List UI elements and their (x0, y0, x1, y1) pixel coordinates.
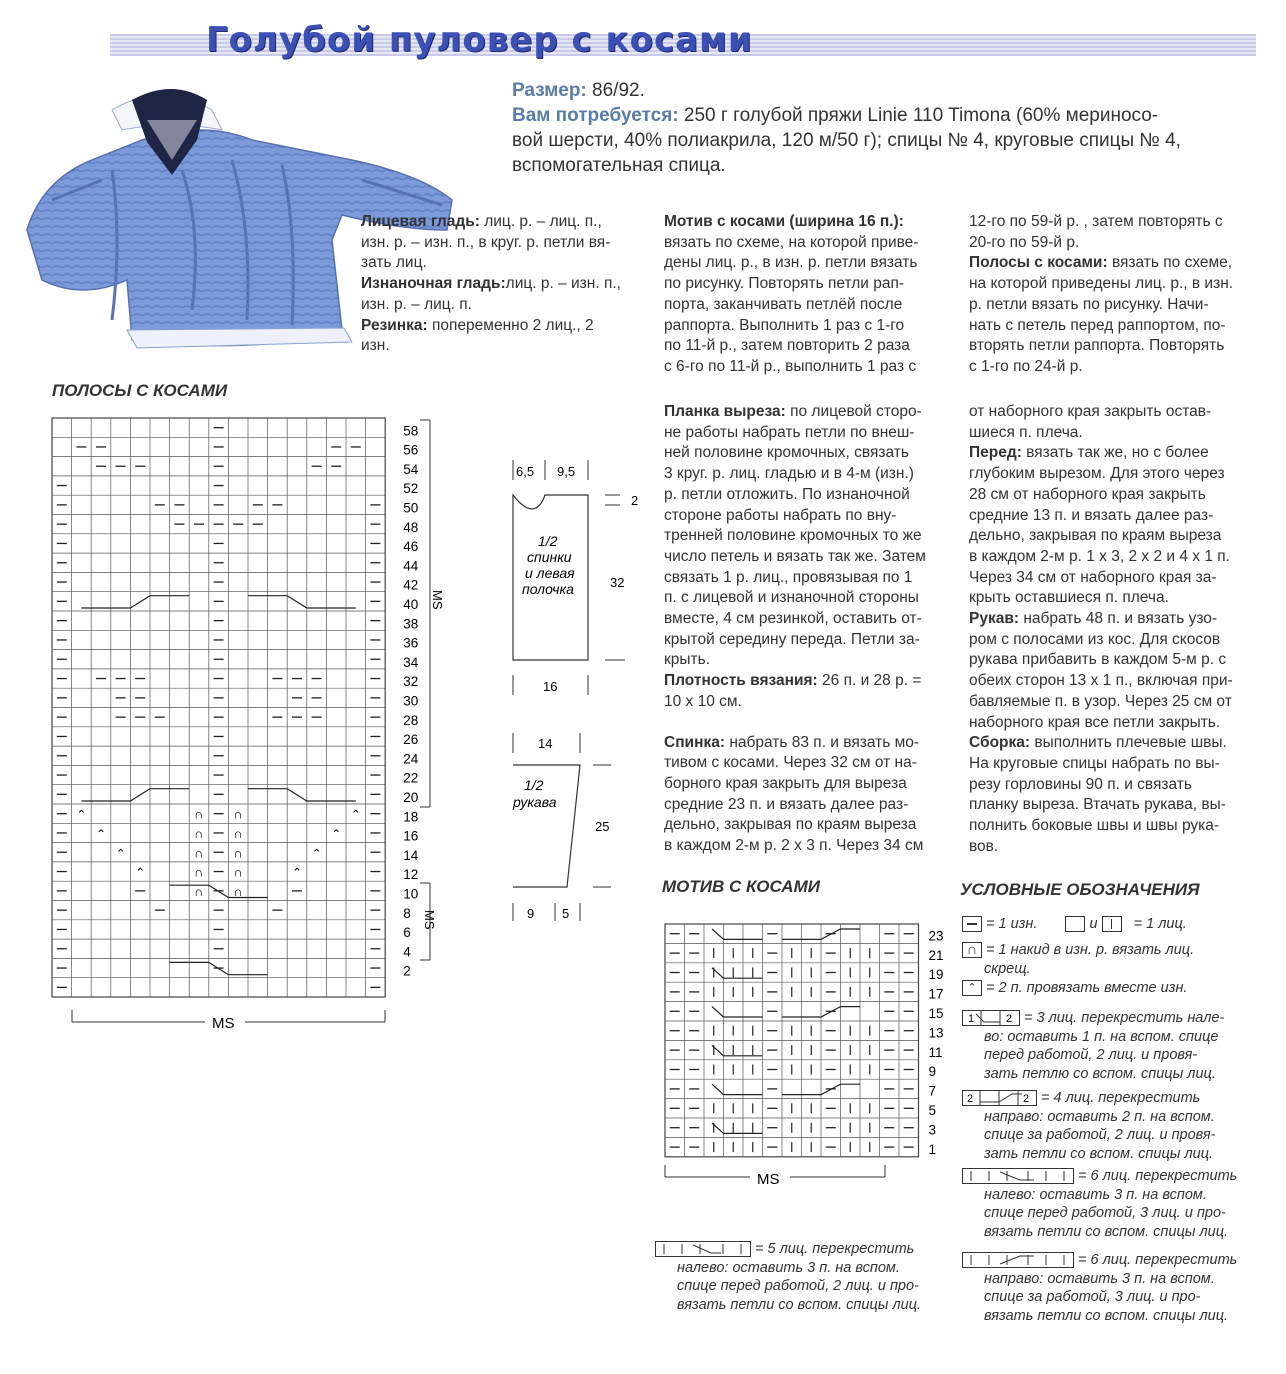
row-label: 13 (928, 1025, 944, 1041)
intro-block: Размер: 86/92. Вам потребуется: 250 г голубой пряжи Linie 110 Timona (60% мериносо- вой шерсти, 40% полиакрила, 120 м/50 г); спицы № 4, круговые спицы № 4, вспомогательная спица. (512, 80, 1181, 176)
row-label: 52 (403, 481, 419, 497)
row-label: 5 (928, 1103, 937, 1118)
motif-chart-heading: МОТИВ С КОСАМИ (662, 877, 820, 896)
p2tog-symbol: ⌃ (962, 980, 982, 996)
yarnover-mark: ∩ (233, 806, 243, 822)
yarnover-mark: ∩ (194, 845, 204, 861)
stitch-definitions: Лицевая гладь: лиц. р. – лиц. п., изн. р. – изн. п., в круг. р. петли вя- зать лиц. Изнаночная гладь:лиц. р. – изн. п., изн. р. – лиц. п. Резинка: попеременно 2 лиц., 2 изн. (361, 213, 621, 355)
row-label: 18 (403, 809, 419, 825)
sleeve-width-1: 9 (527, 906, 535, 921)
yarnover-mark: ∩ (233, 845, 243, 861)
stripes-description: 12-го по 59-й р. , затем повторять с 20-го по 59-й р. Полосы с косами: вязать по схеме, на которой приведены лиц. р., в изн. р. петли вязать по рисунку. Начи- нать с петель перед раппортом, по- вторять петли раппорта. Повторять с 1-го по 24-й р. (969, 213, 1234, 375)
purl-symbol (962, 916, 982, 932)
yarnover-mark: ∩ (194, 825, 204, 841)
row-label: 10 (403, 886, 419, 902)
row-label: 32 (403, 674, 419, 690)
body-label-2: спинки (527, 549, 572, 565)
yarnover-mark: ∩ (233, 864, 243, 880)
row-label: 11 (928, 1044, 943, 1060)
cable3-left (712, 1123, 763, 1133)
row-label: 40 (403, 597, 419, 612)
row-label: 30 (403, 693, 419, 709)
legend-item-6-cross-left: = 6 лиц. перекрестить налево: оставить 3 п. на вспом. спице перед работой, 3 лиц. и про- вязать петли со вспом. спицы лиц. (962, 1167, 1262, 1241)
cable-cross-center (170, 962, 268, 974)
legend-item-5-cross-left: = 5 лиц. перекрестить налево: оставить 3 п. на вспом. спице перед работой, 2 лиц. и про- вязать петли со вспом. спицы лиц. (655, 1240, 955, 1314)
row-label: 46 (403, 539, 419, 555)
row-label: 2 (403, 963, 411, 979)
p2tog-mark: ⌃ (135, 865, 146, 880)
legend-item-6-cross-right: = 6 лиц. перекрестить направо: оставить 3 п. на вспом. спице за работой, 3 лиц. и про- вязать петли со вспом. спицы лиц. (962, 1251, 1262, 1325)
row-label: 19 (928, 967, 944, 983)
legend-heading: УСЛОВНЫЕ ОБОЗНАЧЕНИЯ (960, 880, 1200, 899)
row-label: 20 (403, 790, 419, 805)
body-height: 32 (610, 575, 625, 590)
yarnover-mark: ∩ (233, 883, 243, 899)
legend-item-4-cross-right: 2 2 = 4 лиц. перекрестить направо: оставить 2 п. на вспом. спице за работой, 2 лиц. и провя- зать петли со вспом. спицы лиц. (962, 1089, 1262, 1163)
garment-schematic (505, 455, 655, 935)
row-label: 17 (928, 986, 944, 1002)
sleeve-width-2: 5 (562, 906, 570, 921)
front-sleeve-assembly-description: от наборного края закрыть остав- шиеся п. плеча. Перед: вязать так же, но с более глубоким вырезом. Для этого через 28 см от наборного края закрыть средние 13 п. и вязать далее раз- дельно, закрывая по краям выреза в каждом 2-м р. 1 х 3, 2 х 2 и 4 х 1 п. Через 34 см от наборного края за- крыть оставшиеся п. плеча. Рукав: набрать 48 п. и вязать узо- ром с полосами из кос. Для скосов рукава прибавить в каждом 5-м р. с обеих сторон 13 х 1 п., включая при- бавляемые п. в узор. Через 25 см от наборного края все петли закрыть. Сборка: выполнить плечевые швы. На круговые спицы набрать по вы- резу горловины 90 п. и связать планку выреза. Втачать рукава, вы- полнить боковые швы и швы рука- вов. (969, 403, 1233, 855)
body-label-1: 1/2 (538, 533, 558, 549)
svg-text:2: 2 (967, 1093, 974, 1106)
cable-cross-center (170, 885, 268, 897)
row-label: 8 (403, 905, 411, 921)
svg-text:2: 2 (1006, 1013, 1013, 1026)
top-width-1: 6,5 (516, 464, 535, 479)
row-label: 38 (403, 616, 419, 632)
knit-symbol-empty (1065, 916, 1085, 932)
yarnover-mark: ∩ (194, 883, 204, 899)
cross5-left-symbol (655, 1241, 751, 1257)
motif-chart-row-labels (929, 928, 944, 1156)
cable3-left (712, 1084, 763, 1094)
ms-bottom: MS (212, 1015, 235, 1032)
legend-item-3-cross-left: 1 2 = 3 лиц. перекрестить нале- во: оставить 1 п. на вспом. спице перед работой, 2 лиц. и провя- зать петлю со вспом. спицы лиц. (962, 1009, 1262, 1083)
row-label: 12 (403, 867, 419, 883)
row-label: 36 (403, 635, 419, 651)
p2tog-mark: ⌃ (292, 865, 303, 880)
cable3-left (712, 929, 763, 939)
cable-cross-right (248, 596, 356, 608)
top-width-2: 9,5 (557, 464, 576, 479)
cross4-right-symbol (962, 1090, 1037, 1106)
row-label: 44 (403, 558, 419, 574)
yarnover-symbol: ∩ (962, 942, 982, 958)
row-label: 34 (403, 654, 419, 670)
cable-cross-right (248, 789, 356, 801)
neckband-back-description: Планка выреза: по лицевой сторо- не работы набрать петли по внеш- ней половине кромочных, связать 3 круг. р. лиц. гладью и в 4-м (изн.) р. петли отложить. По изнаночной стороне работы набрать по вну- тренней половине кромочных то же число петель и вязать так же. Затем связать 1 р. лиц., провязывая по 1 п. с лицевой и изнаночной стороны вместе, 4 см резинкой, оставить от- крытой середину переда. Петли за- крыть. Плотность вязания: 26 п. и 28 р. = 10 х 10 см. Спинка: набрать 83 п. и вязать мо- тивом с косами. Через 32 см от на- борного края закрыть для выреза средние 23 п. и вязать далее раз- дельно, закрывая по краям выреза в каждом 2-м р. 2 х 3 п. Через 34 см (664, 403, 926, 855)
row-label: 42 (403, 577, 419, 593)
row-label: 9 (928, 1064, 937, 1080)
row-label: 26 (403, 732, 419, 748)
row-label: 4 (403, 944, 411, 960)
p2tog-mark: ⌃ (96, 826, 107, 841)
cable3-left (712, 1045, 763, 1055)
yarnover-mark: ∩ (233, 825, 243, 841)
row-label: 22 (403, 770, 419, 786)
row-label: 6 (403, 925, 411, 941)
row-label: 50 (403, 500, 419, 516)
motif-ms-bottom: MS (757, 1171, 780, 1188)
row-label: 3 (928, 1122, 937, 1138)
cross3-left-symbol (962, 1010, 1020, 1026)
p2tog-mark: ⌃ (76, 807, 87, 822)
ms-side-bottom: MS (422, 910, 437, 930)
neck-depth: 2 (631, 493, 639, 508)
p2tog-mark: ⌃ (311, 846, 322, 861)
cross6-left-symbol (962, 1168, 1074, 1184)
body-label-4: полочка (522, 581, 574, 597)
yarnover-mark: ∩ (194, 864, 204, 880)
sleeve-height: 25 (595, 819, 610, 834)
p2tog-mark: ⌃ (350, 807, 361, 822)
sleeve-label-1: 1/2 (524, 777, 544, 793)
p2tog-mark: ⌃ (115, 846, 126, 861)
motif-description: Мотив с косами (ширина 16 п.): вязать по схеме, на которой приве- дены лиц. р., в изн. р. петли вязать по рисунку. Повторять петли рап- порта, заканчивать петлёй после раппорта. Выполнить 1 раз с 1-го по 11-й р., затем повторить 2 раза с 6-го по 11-й р., выполнить 1 раз с (664, 213, 919, 375)
row-label: 24 (403, 751, 419, 767)
row-label: 23 (928, 928, 944, 944)
cable-cross-left (81, 789, 189, 801)
row-label: 15 (928, 1006, 944, 1021)
page-title: Голубой пуловер с косами (206, 20, 753, 60)
p2tog-mark: ⌃ (331, 826, 342, 841)
knit-symbol-bar (1102, 916, 1122, 932)
sleeve-top-width: 14 (538, 736, 553, 751)
sleeve-label-2: рукава (513, 794, 557, 810)
legend-item-p2tog: ⌃ = 2 п. провязать вместе изн. (962, 979, 1262, 998)
legend-item-yarnover: ∩ = 1 накид в изн. р. вязать лиц. скрещ. (962, 941, 1262, 978)
body-width: 16 (543, 679, 558, 694)
row-label: 7 (928, 1083, 937, 1099)
stripes-chart-heading: ПОЛОСЫ С КОСАМИ (52, 381, 228, 400)
row-label: 56 (403, 442, 419, 458)
svg-text:1: 1 (968, 1013, 975, 1026)
row-label: 16 (403, 828, 419, 844)
stripes-chart (40, 410, 460, 1035)
row-label: 21 (928, 947, 944, 963)
row-label: 58 (403, 423, 419, 439)
row-label: 48 (403, 519, 419, 535)
yarnover-mark: ∩ (194, 806, 204, 822)
row-label: 28 (403, 712, 419, 728)
cable3-left (712, 1007, 763, 1017)
row-label: 14 (403, 847, 419, 863)
row-label: 54 (403, 461, 419, 477)
stripes-chart-row-labels (403, 423, 419, 978)
motif-chart-grid (665, 924, 919, 1157)
svg-text:2: 2 (1023, 1093, 1030, 1106)
ms-side-top: MS (430, 590, 445, 610)
legend-item-purl: = 1 изн. и = 1 лиц. (962, 915, 1262, 934)
motif-chart (655, 915, 955, 1195)
cable3-left (712, 968, 763, 978)
row-label: 1 (928, 1141, 937, 1157)
cross6-right-symbol (962, 1252, 1074, 1268)
body-label-3: и левая (525, 565, 575, 581)
cable-cross-left (81, 596, 189, 608)
